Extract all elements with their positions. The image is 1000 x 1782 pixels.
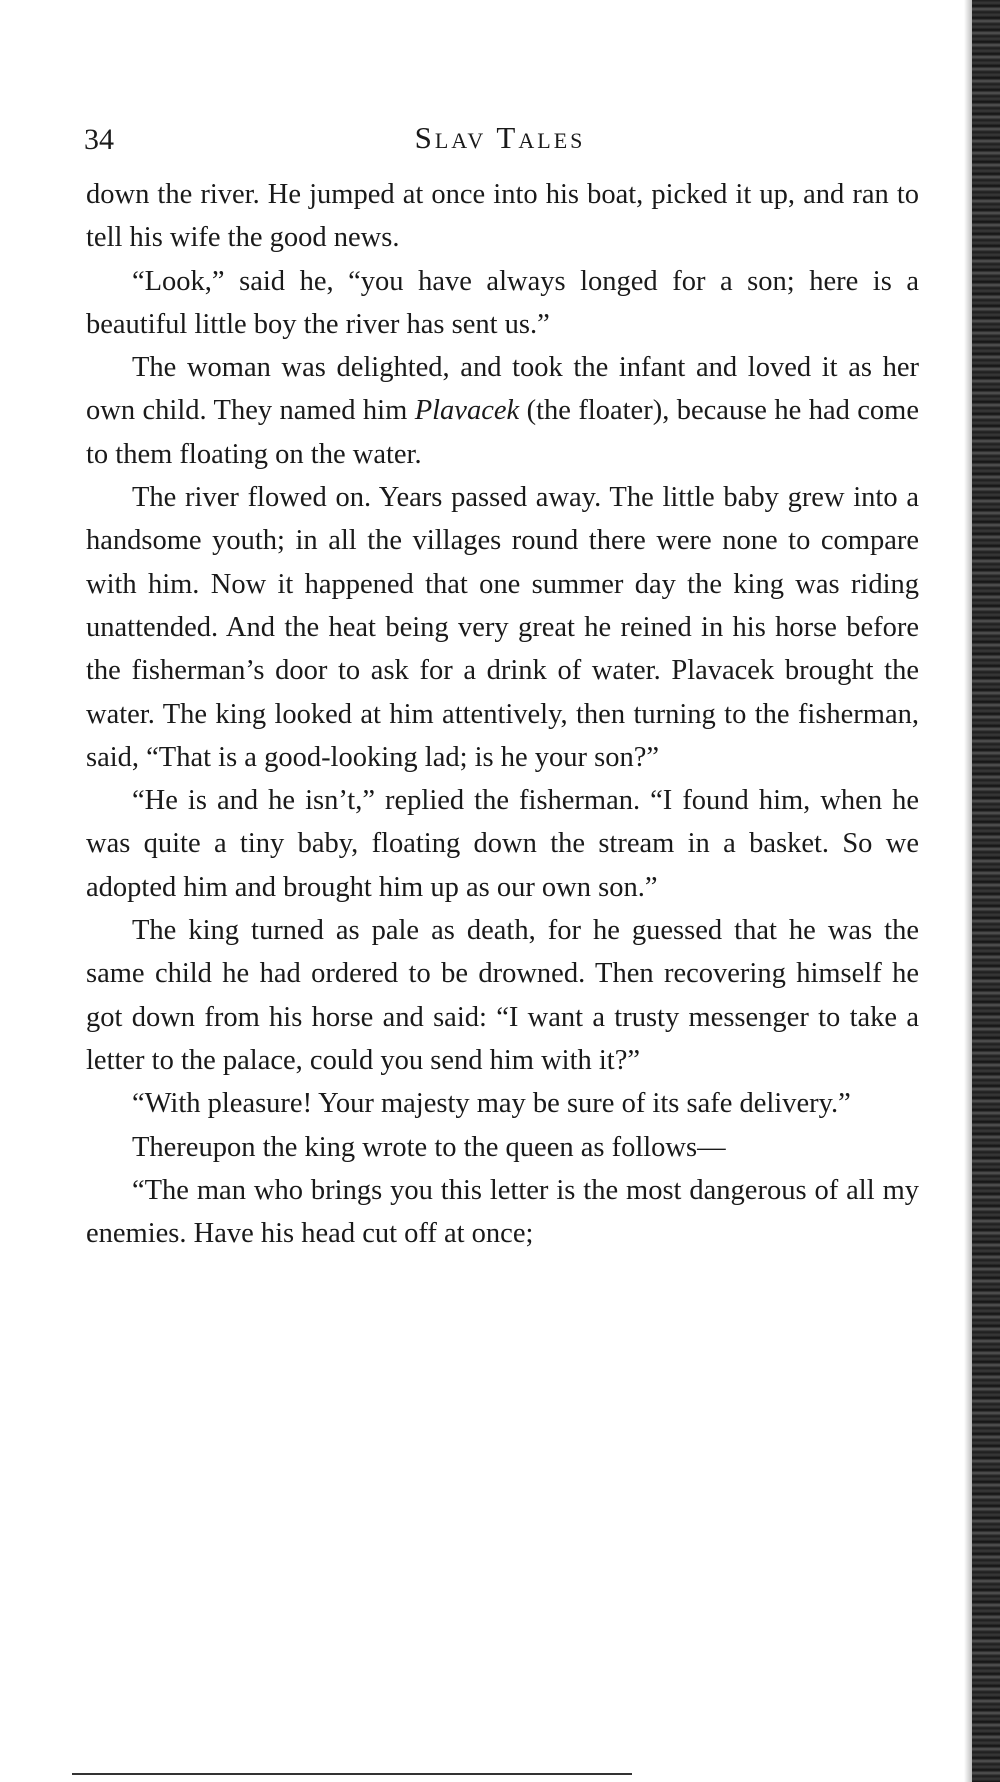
paragraph: “Look,” said he, “you have always longed for a son; here is a beautiful little boy the river has sent us.” (86, 265, 919, 340)
page-edge (972, 0, 1000, 1782)
page-number: 34 (84, 123, 114, 156)
page-edge-shadow (964, 0, 972, 1782)
paragraph: The king turned as pale as death, for he guessed that he was the same child he had ordered to be drowned. Then recovering himself he got down from his horse and said: “I want a trusty messenger to take a letter to the palace, could you send him with it?” (86, 915, 919, 1076)
body-text (86, 173, 919, 1255)
paragraph (86, 346, 919, 476)
paragraph: Thereupon the king wrote to the queen as follows— (132, 1131, 726, 1163)
paragraph: down the river. He jumped at once into his boat, picked it up, and ran to tell his wife the good news. (86, 179, 919, 254)
paragraph-text: (the floater), because he had come to them floating on the water. (86, 395, 920, 470)
paragraph: “With pleasure! Your majesty may be sure of its safe delivery.” (132, 1088, 851, 1120)
paragraph: “He is and he isn’t,” replied the fisherman. “I found him, when he was quite a tiny baby, floating down the stream in a basket. So we adopted him and brought him up as our own son.” (86, 785, 919, 903)
italic-name: Plavacek (414, 395, 520, 427)
paragraph: The river flowed on. Years passed away. The little baby grew into a handsome youth; in all the villages round there were none to compare with him. Now it happened that one summer day the king was riding unattended. And the heat being very great he reined in his horse before the fisherman’s door to ask for a drink of water. Plavacek brought the water. The king looked at him attentively, then turning to the fisherman, said, “That is a good-looking lad; is he your son?” (86, 482, 919, 773)
paragraph-text: The woman was delighted, and took the infant and loved it as her own child. They named him (86, 352, 919, 427)
paragraph: “The man who brings you this letter is the most dangerous of all my enemies. Have his head cut off at once; (86, 1174, 919, 1250)
running-title: Slav Tales (414, 120, 586, 155)
bottom-rule (72, 1773, 632, 1775)
